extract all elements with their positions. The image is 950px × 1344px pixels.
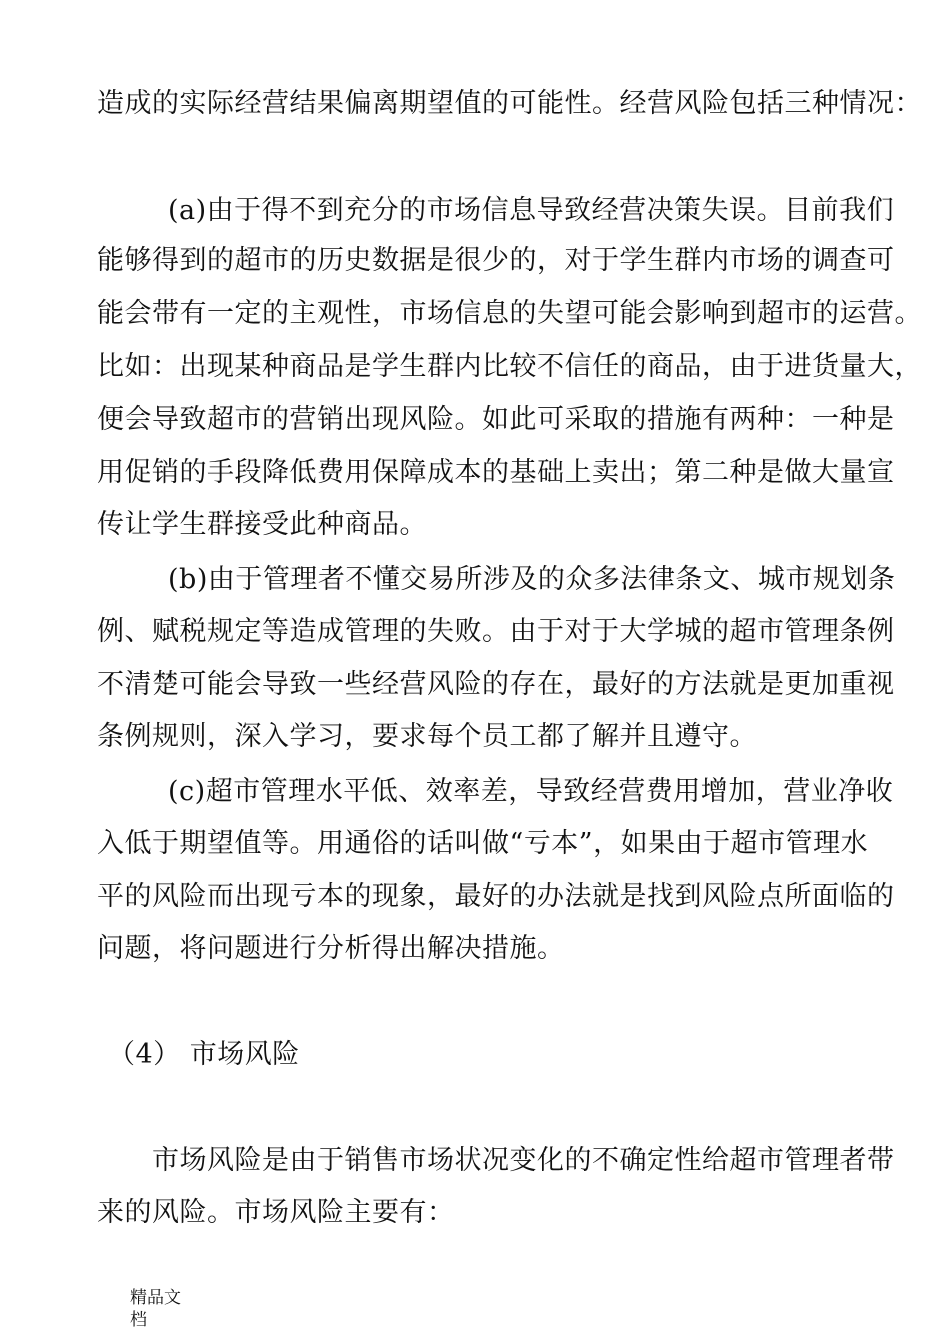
paragraph-line: 条例规则，深入学习，要求每个员工都了解并且遵守。 bbox=[97, 721, 757, 752]
paragraph-line: 传让学生群接受此种商品。 bbox=[97, 509, 427, 540]
paragraph-line: 例、赋税规定等造成管理的失败。由于对于大学城的超市管理条例 bbox=[97, 616, 895, 647]
paragraph-line: 便会导致超市的营销出现风险。如此可采取的措施有两种：一种是 bbox=[97, 404, 895, 435]
footer-line: 档 bbox=[130, 1310, 147, 1330]
paragraph-line: 入低于期望值等。用通俗的话叫做“亏本”，如果由于超市管理水 bbox=[97, 828, 869, 859]
paragraph-line: 来的风险。市场风险主要有： bbox=[97, 1197, 455, 1228]
paragraph-line: 用促销的手段降低费用保障成本的基础上卖出；第二种是做大量宣 bbox=[97, 457, 895, 488]
paragraph-line: 不清楚可能会导致一些经营风险的存在，最好的方法就是更加重视 bbox=[97, 669, 895, 700]
paragraph-line: 能会带有一定的主观性，市场信息的失望可能会影响到超市的运营。 bbox=[97, 298, 922, 329]
footer-line: 精品文 bbox=[130, 1288, 181, 1308]
section-heading: （4） 市场风险 bbox=[108, 1039, 300, 1070]
paragraph-line: 市场风险是由于销售市场状况变化的不确定性给超市管理者带 bbox=[152, 1145, 895, 1176]
footer-watermark bbox=[130, 1287, 190, 1331]
paragraph-line: 平的风险而出现亏本的现象，最好的办法就是找到风险点所面临的 bbox=[97, 881, 895, 912]
paragraph-line: (a)由于得不到充分的市场信息导致经营决策失误。目前我们 bbox=[168, 195, 895, 226]
paragraph-line: 问题，将问题进行分析得出解决措施。 bbox=[97, 933, 565, 964]
paragraph-line: 造成的实际经营结果偏离期望值的可能性。经营风险包括三种情况： bbox=[97, 88, 922, 119]
paragraph-line: 能够得到的超市的历史数据是很少的，对于学生群内市场的调查可 bbox=[97, 245, 895, 276]
paragraph-line: 比如：出现某种商品是学生群内比较不信任的商品，由于进货量大， bbox=[97, 351, 922, 382]
paragraph-line: (b)由于管理者不懂交易所涉及的众多法律条文、城市规划条 bbox=[168, 564, 896, 595]
paragraph-line: (c)超市管理水平低、效率差，导致经营费用增加，营业净收 bbox=[168, 776, 894, 807]
